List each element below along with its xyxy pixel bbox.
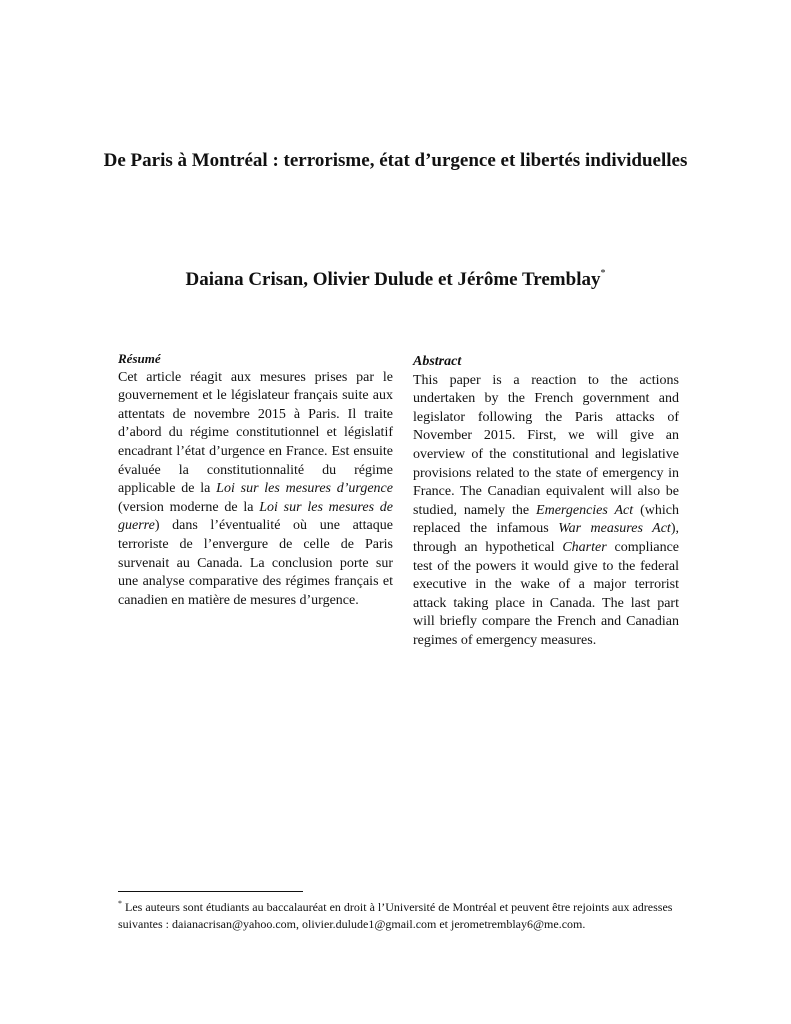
author-names: Daiana Crisan, Olivier Dulude et Jérôme Tremblay	[185, 269, 601, 290]
resume-text-3: ) dans l’éventualité où une attaque terroriste de l’envergure de celle de Paris survenait au Canada. La conclusion porte sur une analyse comparative des régimes français et canadien en matière de mesures d’urgence.	[118, 518, 393, 608]
footnote-mark: *	[118, 899, 122, 908]
author-line	[100, 262, 691, 292]
abstract-italic-3: Charter	[562, 539, 607, 555]
resume-section	[118, 350, 393, 610]
abstract-body	[413, 372, 679, 651]
paper-title: De Paris à Montréal : terrorisme, état d’urgence et libertés individuelles	[103, 150, 688, 171]
resume-body	[118, 369, 393, 611]
abstract-text-1: This paper is a reaction to the actions undertaken by the French government and legislator following the Paris attacks of November 2015. First, we will give an overview of the constitutional and legislative provisions related to the state of emergency in France. The Canadian equivalent will also be studied, namely the	[413, 372, 679, 518]
resume-italic-1: Loi sur les mesures d’urgence	[216, 481, 393, 497]
abstract-text-2: (which replaced the infamous	[413, 502, 679, 537]
abstract-text-3: ), through an hypothetical	[413, 521, 679, 555]
resume-text-2: (version moderne de la	[118, 499, 260, 515]
abstract-heading: Abstract	[413, 354, 462, 369]
footnote-divider	[118, 891, 303, 892]
footnote	[118, 895, 698, 933]
abstract-italic-2: War measures Act	[558, 521, 671, 537]
resume-heading: Résumé	[118, 351, 161, 366]
abstract-section	[413, 353, 679, 651]
abstract-italic-1: Emergencies Act	[536, 502, 634, 518]
footnote-text: Les auteurs sont étudiants au baccalauréat en droit à l’Université de Montréal et peuvent être rejoints aux adresses suivantes : daianacrisan@yahoo.com, olivier.dulude1@gmail.com et jerometremblay6@me.com.	[118, 900, 673, 931]
author-footnote-mark[interactable]: *	[600, 268, 606, 279]
abstract-text-4: compliance test of the powers it would give to the federal executive in the wake of a major terrorist attack taking place in Canada. The last part will briefly compare the French and Canadian regimes of emergency measures.	[413, 539, 680, 648]
resume-italic-2: Loi sur les mesures de guerre	[118, 499, 393, 534]
resume-text-1: Cet article réagit aux mesures prises par le gouvernement et le législateur français suite aux attentats de novembre 2015 à Paris. Il traite d’abord du régime constitutionnel et législatif encadrant l’état d’urgence en France. Est ensuite évaluée la constitutionnalité du régime applicable de la	[118, 369, 393, 497]
